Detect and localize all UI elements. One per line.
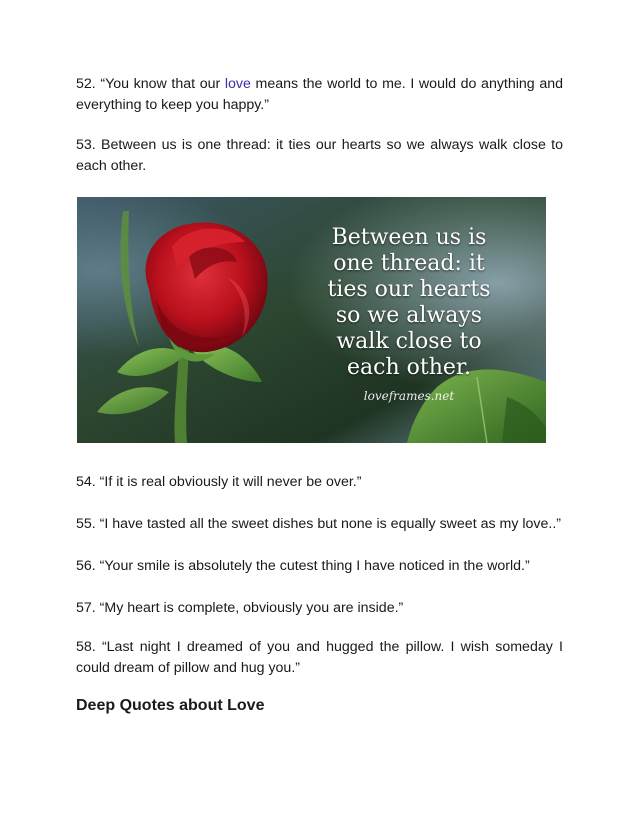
section-heading: Deep Quotes about Love xyxy=(76,697,265,714)
quote-52-text-end: means the world to me. I would do anything and everything to keep you happy.” xyxy=(76,76,563,113)
image-quote-line: so we always xyxy=(335,303,483,328)
quote-53: 53. Between us is one thread: it ties our hearts so we always walk close to each other. xyxy=(76,137,563,174)
quote-58: 58. “Last night I dreamed of you and hugged the pillow. I wish someday I could dream of pillow and hug you.” xyxy=(76,639,563,676)
quote-56: 56. “Your smile is absolutely the cutest thing I have noticed in the world.” xyxy=(76,558,530,574)
image-watermark: loveframes.net xyxy=(363,389,455,403)
quote-57: 57. “My heart is complete, obviously you are inside.” xyxy=(76,600,404,616)
quote-54: 54. “If it is real obviously it will never be over.” xyxy=(76,474,362,490)
image-quote-line: walk close to xyxy=(336,329,482,354)
love-link[interactable]: love xyxy=(224,76,251,92)
quote-55: 55. “I have tasted all the sweet dishes but none is equally sweet as my love..” xyxy=(76,516,562,532)
rose-quote-image xyxy=(77,197,546,443)
quote-52-text-start: 52. “You know that our xyxy=(76,76,225,92)
quote-52 xyxy=(76,74,563,116)
image-quote-line: one thread: it xyxy=(333,251,485,276)
image-quote-line: each other. xyxy=(347,355,471,380)
image-quote-text xyxy=(309,225,509,381)
image-quote-line: ties our hearts xyxy=(327,277,491,302)
image-quote-line: Between us is xyxy=(331,225,487,250)
